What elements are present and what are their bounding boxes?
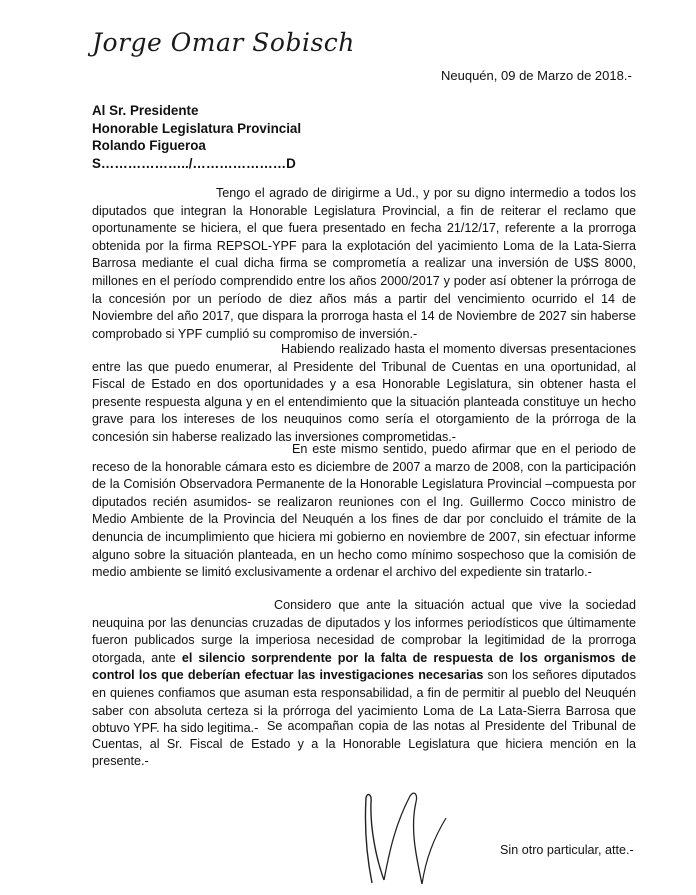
paragraph-4-text-a: Considero que ante la situación actual que vive la sociedad neuquina por las denuncias cruzadas de diputados y los informes periodísticos que últimamente fueron publicados surge la imperiosa necesidad de comprobar la legitimidad de la prorroga otorgada, ante (92, 598, 636, 665)
paragraph-2: Habiendo realizado hasta el momento diversas presentaciones entre las que puedo enumerar, al Presidente del Tribunal de Cuentas en una oportunidad, al Fiscal de Estado en dos oportunidades y a esa Honorable Legislatura, sin obtener hasta el presente respuesta alguna y en el entendimiento que la situación planteada constituye un hecho grave para los intereses de los neuquinos como sería el otorgamiento de la prórroga de la concesión sin haberse realizado las inversiones comprometidas.- (92, 342, 636, 444)
paragraph-5: Se acompañan copia de las notas al Presidente del Tribunal de Cuentas, al Sr. Fiscal de Estado y a la Honorable Legislatura que hiciera mención en la presente.- (92, 719, 636, 769)
letter-date: Neuquén, 09 de Marzo de 2018.- (441, 68, 632, 83)
addressee-title: Al Sr. Presidente (92, 103, 199, 118)
addressee-block (92, 102, 301, 172)
addressee-name: Rolando Figueroa (92, 138, 206, 153)
handwritten-signature (350, 788, 460, 888)
paragraph-4-emphasis: el silencio sorprendente por la falta de respuesta de los organismos de control los que deberían efectuar las investigaciones necesarias (92, 650, 636, 683)
paragraph-4 (92, 597, 636, 738)
addressee-institution: Honorable Legislatura Provincial (92, 120, 302, 136)
paragraph-3: En este mismo sentido, puedo afirmar que en el periodo de receso de la honorable cámara esto es diciembre de 2007 a marzo de 2008, con la participación de la Comisión Observadora Permanente de la Honorable Legislatura Provincial –compuesta por diputados recién asumidos- se realizaron reuniones con el Ing. Guillermo Cocco ministro de Medio Ambiente de la Provincia del Neuquén a los fines de dar por concluido el trámite de la denuncia de incumplimiento que hiciera mi gobierno en noviembre de 2007, sin efectuar informe alguno sobre la situación planteada, en un hecho como mínimo sospechoso que la comisión de medio ambiente se limitó exclusivamente a ordenar el archivo del expediente sin tratarlo.- (92, 442, 636, 580)
letterhead-name: Jorge Omar Sobisch (92, 28, 355, 57)
paragraph-4-text-b: son los señores diputados en quienes confiamos que asuman esta responsabilidad, a fin de permitir al pueblo del Neuquén saber con absoluta certeza si la prórroga del yacimiento Loma de La Lata-Sierra Barrosa que obtuvo YPF. ha sido legitima.- (92, 668, 636, 736)
paragraph-1: Tengo el agrado de dirigirme a Ud., y por su digno intermedio a todos los diputados que integran la Honorable Legislatura Provincial, a fin de reiterar el reclamo que oportunamente se hiciera, el que fuera presentado en fecha 21/12/17, referente a la prorroga obtenida por la firma REPSOL-YPF para la explotación del yacimiento Loma de la Lata-Sierra Barrosa mediante el cual dicha firma se comprometía a realizar una inversión de U$S 8000, millones en el período comprendido entre los años 2000/2017 y poder así obtener la prórroga de la concesión por un período de diez años más a partir del vencimiento ocurrido el 14 de Noviembre del año 2017, que dispara la prorroga hasta el 14 de Noviembre de 2027 sin haberse comprobado si YPF cumplió su compromiso de inversión.- (92, 186, 636, 341)
addressee-salutation: S………………../…………………D (92, 155, 296, 171)
closing-line: Sin otro particular, atte.- (500, 843, 634, 857)
